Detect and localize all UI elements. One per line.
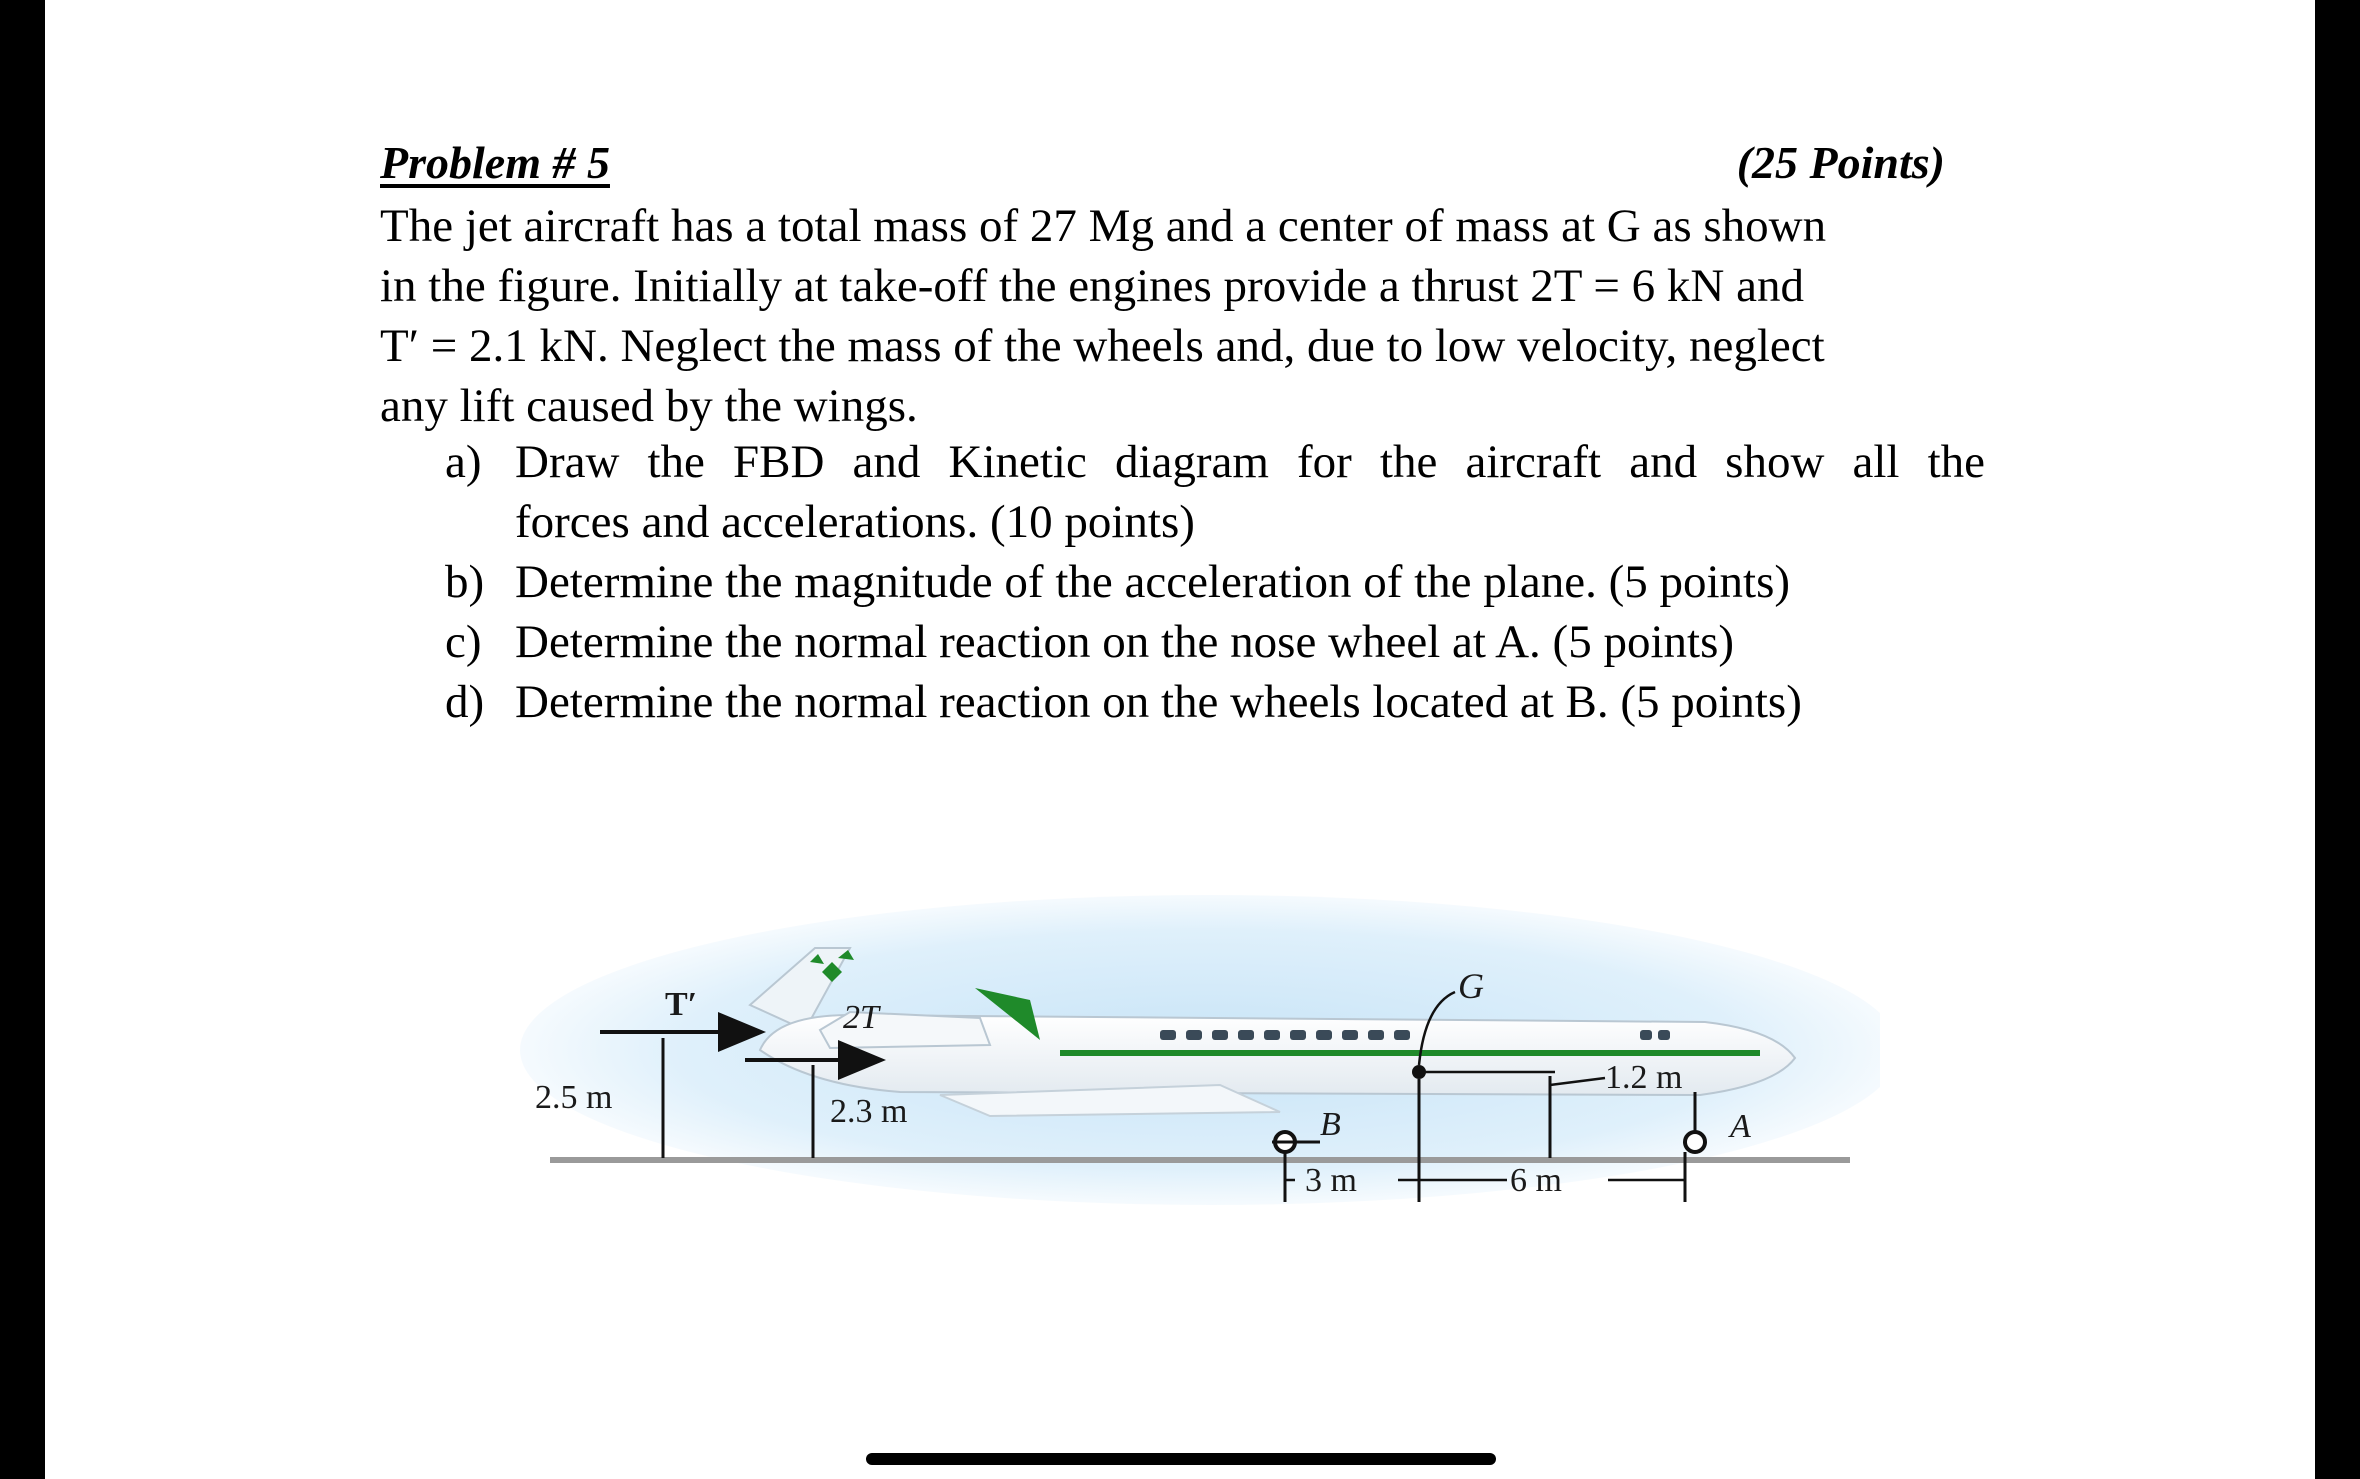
part-text: Determine the normal reaction on the nose wheel at A. (5 points) [515, 616, 1735, 668]
problem-title: Problem # 5 [380, 137, 610, 188]
part-text: Determine the normal reaction on the wheels located at B. (5 points) [515, 676, 1802, 728]
dim-3-label: 3 m [1305, 1162, 1357, 1199]
points-label: (25 Points) [1736, 137, 1945, 188]
dim-2-3-label: 2.3 m [830, 1093, 908, 1130]
two-t-label: 2T [843, 999, 879, 1036]
part-text: Draw the FBD and Kinetic diagram for the aircraft and show all the [515, 436, 1985, 488]
b-label: B [1320, 1106, 1341, 1143]
problem-header [380, 136, 1945, 196]
part-c [445, 612, 1985, 672]
dim-2-5-label: 2.5 m [535, 1079, 613, 1116]
statement-line: The jet aircraft has a total mass of 27 Mg and a center of mass at G as shown [380, 200, 1827, 252]
part-letter: a) [445, 436, 482, 488]
part-letter: c) [445, 616, 482, 668]
fuselage-stripe [1060, 1050, 1760, 1056]
a-label: A [1730, 1108, 1751, 1145]
home-indicator[interactable] [866, 1453, 1496, 1465]
problem-statement [380, 196, 1985, 436]
ground-line [550, 1157, 1850, 1163]
jet-aircraft-figure [520, 880, 1880, 1240]
statement-line: T′ = 2.1 kN. Neglect the mass of the wheels and, due to low velocity, neglect [380, 320, 1825, 372]
wheel-a [1685, 1132, 1705, 1152]
statement-line: any lift caused by the wings. [380, 380, 918, 432]
question-parts [445, 432, 1985, 732]
dim-6-label: 6 m [1510, 1162, 1562, 1199]
t-prime-label: T′ [665, 986, 698, 1023]
part-letter: b) [445, 556, 485, 608]
statement-line: in the figure. Initially at take-off the engines provide a thrust 2T = 6 kN and [380, 260, 1804, 312]
part-a [445, 432, 1985, 552]
part-text: forces and accelerations. (10 points) [515, 496, 1195, 548]
part-letter: d) [445, 676, 485, 728]
g-label: G [1458, 966, 1484, 1006]
part-text: Determine the magnitude of the acceleration of the plane. (5 points) [515, 556, 1791, 608]
dim-1-2-label: 1.2 m [1605, 1059, 1683, 1096]
part-b [445, 552, 1985, 612]
part-d [445, 672, 1985, 732]
